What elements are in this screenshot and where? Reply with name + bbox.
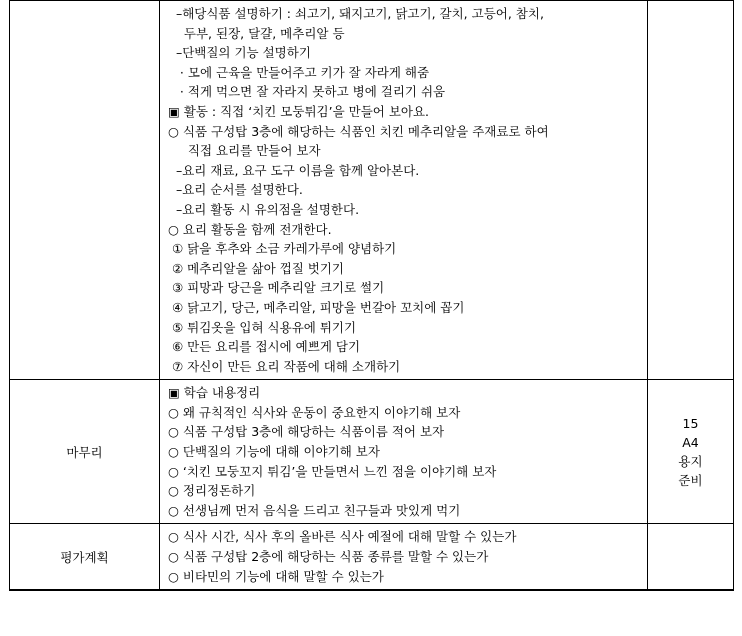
activity-row [10, 1, 734, 380]
activity-line: ▣ 활동 : 직접 ‘치킨 모둥튀김’을 만들어 보아요. [168, 103, 430, 119]
activity-line: ① 닭을 후추와 소금 카레가루에 양념하기 [168, 241, 397, 257]
activity-line: –요리 활동 시 유의점을 설명한다. [168, 201, 360, 217]
activity-lines [160, 1, 647, 379]
evaluation-line: ○ 식사 시간, 식사 후의 올바른 식사 예절에 대해 말할 수 있는가 [168, 529, 517, 545]
wrapup-line: ○ 왜 규칙적인 식사와 운동이 중요한지 이야기해 보자 [168, 404, 461, 420]
wrapup-line: ○ 정리정돈하기 [168, 483, 256, 499]
evaluation-line: ○ 비타민의 기능에 대해 말할 수 있는가 [168, 568, 384, 584]
activity-line: ⑥ 만든 요리를 접시에 예쁘게 담기 [168, 339, 361, 355]
evaluation-content-cell [160, 524, 648, 590]
activity-content-cell [160, 1, 648, 380]
wrapup-line: ▣ 학습 내용정리 [168, 385, 261, 401]
activity-line: · 적게 먹으면 잘 자라지 못하고 병에 걸리기 쉬움 [168, 84, 446, 100]
evaluation-lines [160, 524, 647, 589]
activity-line: ④ 닭고기, 당근, 메추리알, 피망을 번갈아 꼬치에 꼽기 [168, 299, 465, 315]
evaluation-note-cell [648, 524, 734, 590]
activity-line: –요리 순서를 설명한다. [168, 182, 303, 198]
activity-line: –해당식품 설명하기 : 쇠고기, 돼지고기, 닭고기, 갈치, 고등어, 참치, [168, 6, 544, 21]
wrapup-label: 마무리 [10, 380, 160, 524]
wrapup-row [10, 380, 734, 524]
wrapup-line: ○ 선생님께 먼저 음식을 드리고 친구들과 맛있게 먹기 [168, 502, 461, 518]
note-line: 15 [682, 415, 699, 431]
activity-line: · 모에 근육을 만들어주고 키가 잘 자라게 해줌 [168, 64, 430, 80]
activity-line: ○ 요리 활동을 함께 전개한다. [168, 221, 332, 237]
activity-line: ② 메추리알을 삶아 껍질 벗기기 [168, 260, 344, 276]
activity-line: ③ 피망과 당근을 메추리알 크기로 썰기 [168, 280, 385, 296]
note-line: A4 [682, 434, 699, 450]
wrapup-lines [160, 380, 647, 523]
activity-label-cell [10, 1, 160, 380]
wrapup-line: ○ 단백질의 기능에 대해 이야기해 보자 [168, 444, 380, 460]
activity-line: ○ 식품 구성탑 3층에 해당하는 식품인 치킨 메추리알을 주재료로 하여 [168, 123, 549, 139]
activity-line: ⑤ 튀김옷을 입혀 식용유에 튀기기 [168, 319, 357, 335]
activity-line: –단백질의 기능 설명하기 [168, 45, 311, 61]
evaluation-label: 평가계획 [10, 524, 160, 590]
wrapup-content-cell [160, 380, 648, 524]
wrapup-line: ○ ‘치킨 모둥꼬지 튀김’을 만들면서 느낀 점을 이야기해 보자 [168, 463, 497, 479]
activity-line: ⑦ 자신이 만든 요리 작품에 대해 소개하기 [168, 358, 401, 374]
materials-note [648, 414, 733, 490]
evaluation-line: ○ 식품 구성탑 2층에 해당하는 식품 종류를 말할 수 있는가 [168, 549, 489, 565]
materials-note-cell [648, 380, 734, 524]
wrapup-line: ○ 식품 구성탑 3층에 해당하는 식품이름 적어 보자 [168, 424, 445, 440]
activity-line: 직접 요리를 만들어 보자 [168, 143, 321, 159]
lesson-plan-table [9, 0, 734, 591]
activity-line: 두부, 된장, 달걀, 메추리알 등 [168, 25, 345, 41]
evaluation-row [10, 524, 734, 590]
activity-note-cell [648, 1, 734, 380]
note-line: 용지 [678, 453, 703, 469]
note-line: 준비 [678, 472, 703, 488]
activity-line: –요리 재료, 요구 도구 이름을 함께 알아본다. [168, 162, 420, 178]
